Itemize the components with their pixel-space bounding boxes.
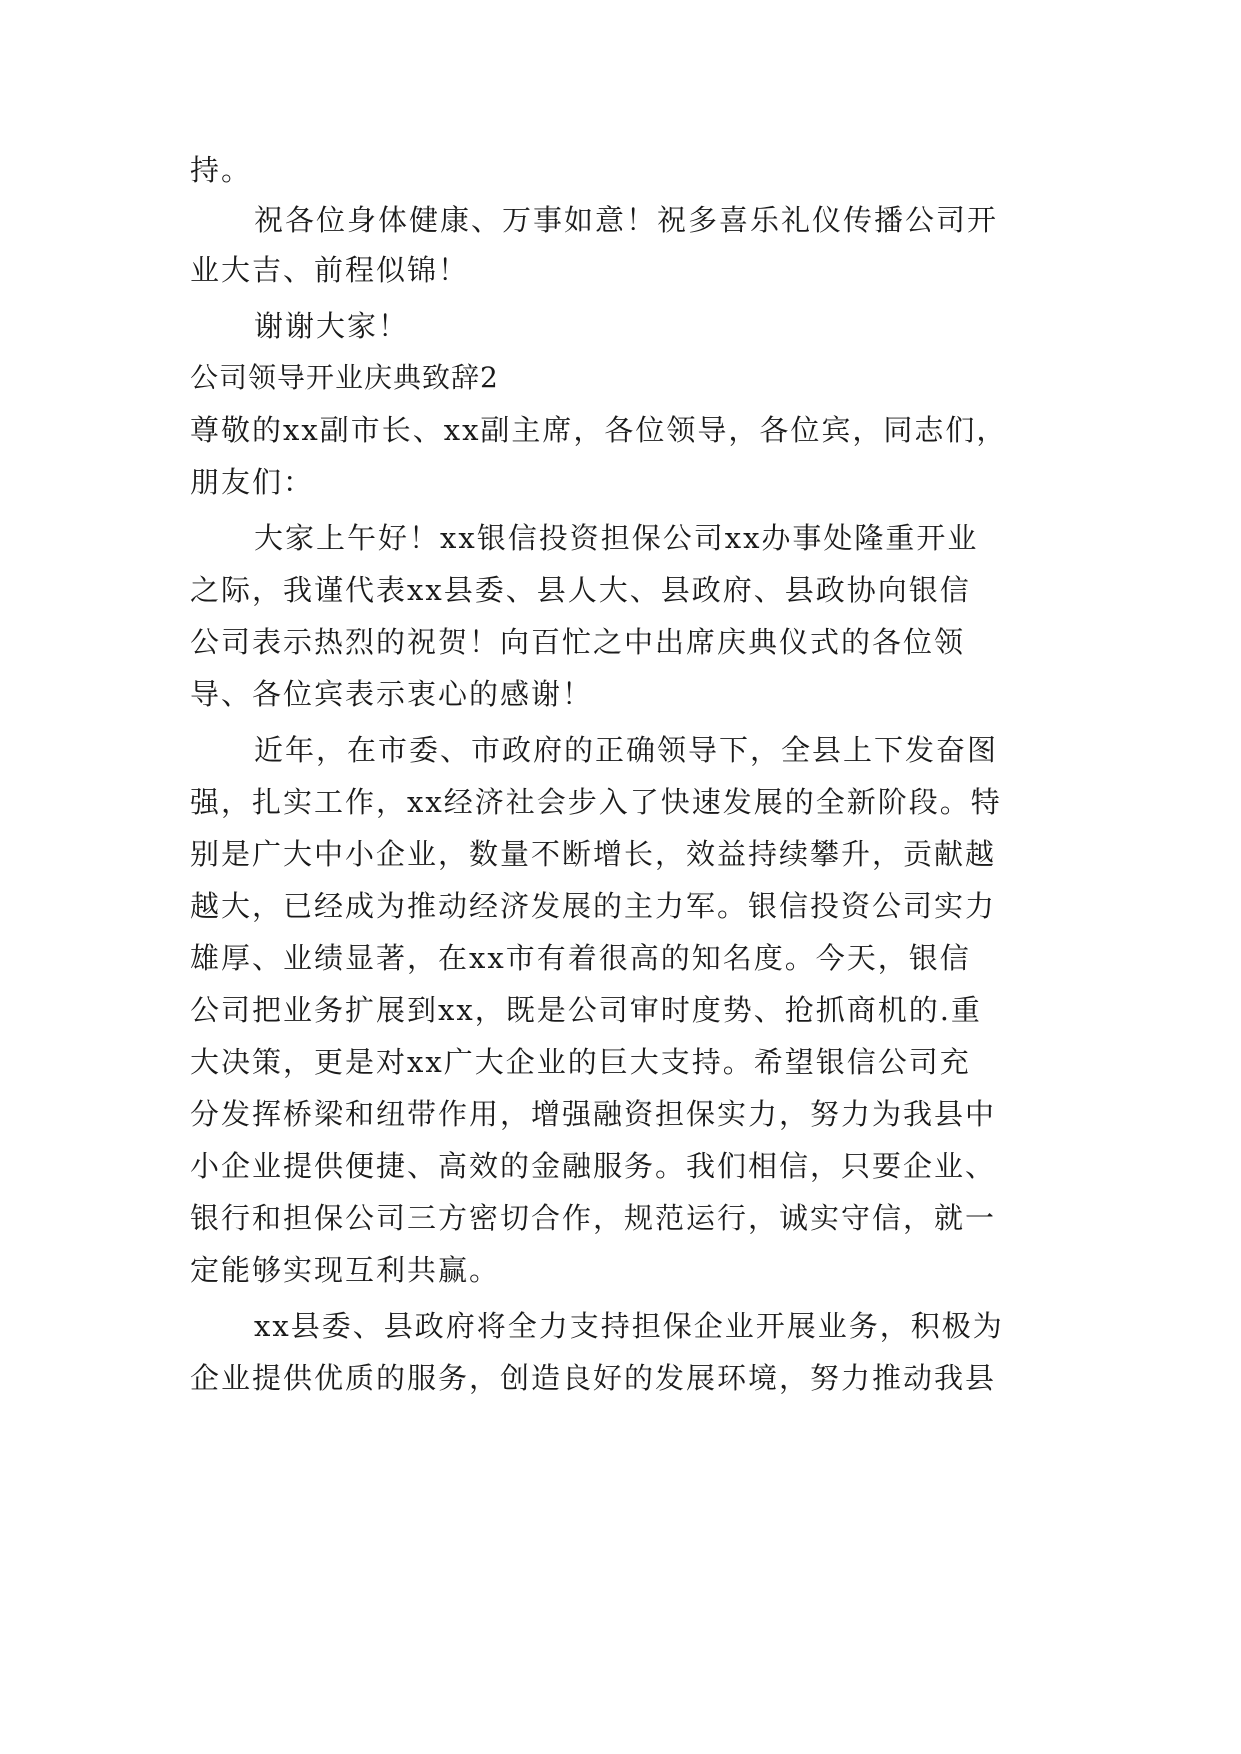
text-line: 定能够实现互利共赢。 [190, 1253, 501, 1287]
section-heading: 公司领导开业庆典致辞2 [190, 361, 499, 394]
text-line: xx县委、县政府将全力支持担保企业开展业务，积极为 [254, 1309, 1004, 1343]
text-line: 朋友们： [190, 465, 315, 499]
text-line: 越大，已经成为推动经济发展的主力军。银信投资公司实力 [190, 889, 997, 923]
text-line: 持。 [190, 153, 253, 187]
text-line: 别是广大中小企业，数量不断增长，效益持续攀升，贡献越 [190, 837, 997, 871]
text-line: 企业提供优质的服务，创造良好的发展环境，努力推动我县 [190, 1361, 997, 1395]
text-line: 分发挥桥梁和纽带作用，增强融资担保实力，努力为我县中 [190, 1097, 997, 1131]
text-line: 尊敬的xx副市长、xx副主席，各位领导，各位宾，同志们， [190, 413, 1008, 447]
text-line: 强，扎实工作，xx经济社会步入了快速发展的全新阶段。特 [190, 785, 1002, 819]
text-line: 近年，在市委、市政府的正确领导下，全县上下发奋图 [254, 733, 999, 767]
text-line: 公司把业务扩展到xx，既是公司审时度势、抢抓商机的.重 [190, 993, 982, 1027]
text-line: 雄厚、业绩显著，在xx市有着很高的知名度。今天，银信 [190, 941, 971, 975]
text-line: 大家上午好！xx银信投资担保公司xx办事处隆重开业 [254, 521, 979, 555]
text-line: 大决策，更是对xx广大企业的巨大支持。希望银信公司充 [190, 1045, 971, 1079]
text-line: 银行和担保公司三方密切合作，规范运行，诚实守信，就一 [190, 1201, 997, 1235]
text-line: 公司表示热烈的祝贺！向百忙之中出席庆典仪式的各位领 [190, 625, 966, 659]
text-line: 导、各位宾表示衷心的感谢！ [190, 677, 594, 711]
text-line: 谢谢大家！ [254, 309, 410, 343]
text-line: 之际，我谨代表xx县委、县人大、县政府、县政协向银信 [190, 573, 971, 607]
text-line: 业大吉、前程似锦！ [190, 253, 470, 287]
text-line: 小企业提供便捷、高效的金融服务。我们相信，只要企业、 [190, 1149, 997, 1183]
text-line: 祝各位身体健康、万事如意！祝多喜乐礼仪传播公司开 [254, 203, 999, 237]
